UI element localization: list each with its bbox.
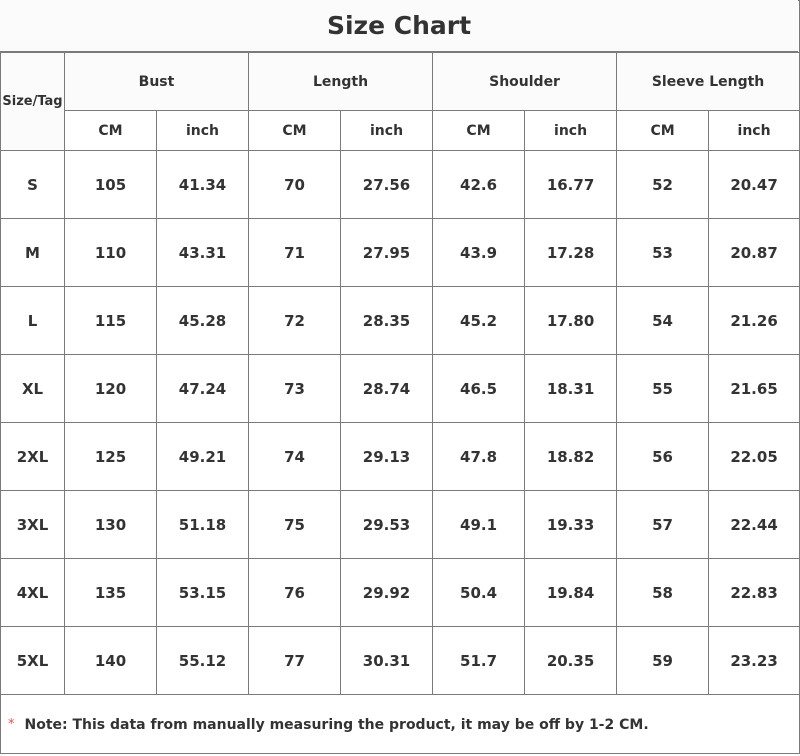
table-cell: 29.92 [341, 559, 433, 627]
table-cell: 135 [65, 559, 157, 627]
note-text: Note: This data from manually measuring the product, it may be off by 1-2 CM. [24, 716, 649, 733]
table-cell: 29.13 [341, 423, 433, 491]
table-cell: 23.23 [709, 627, 800, 695]
header-row-units [1, 111, 800, 151]
table-cell: 45.2 [433, 287, 525, 355]
table-cell: 28.35 [341, 287, 433, 355]
size-label: M [1, 219, 65, 287]
table-cell: 19.84 [525, 559, 617, 627]
table-cell: 50.4 [433, 559, 525, 627]
size-label: 4XL [1, 559, 65, 627]
table-cell: 53.15 [157, 559, 249, 627]
unit-header: CM [433, 111, 525, 151]
table-cell: 71 [249, 219, 341, 287]
page-title: Size Chart [0, 0, 798, 52]
shoulder-header: Shoulder [433, 53, 617, 111]
table-cell: 16.77 [525, 151, 617, 219]
table-cell: 20.35 [525, 627, 617, 695]
table-cell: 52 [617, 151, 709, 219]
table-cell: 20.47 [709, 151, 800, 219]
table-cell: 27.56 [341, 151, 433, 219]
size-label: L [1, 287, 65, 355]
table-row [1, 627, 800, 695]
table-row [1, 491, 800, 559]
table-cell: 18.82 [525, 423, 617, 491]
table-cell: 22.44 [709, 491, 800, 559]
table-row [1, 559, 800, 627]
table-cell: 28.74 [341, 355, 433, 423]
table-cell: 74 [249, 423, 341, 491]
table-cell: 17.28 [525, 219, 617, 287]
table-cell: 41.34 [157, 151, 249, 219]
table-cell: 51.18 [157, 491, 249, 559]
size-label: S [1, 151, 65, 219]
table-cell: 140 [65, 627, 157, 695]
table-cell: 53 [617, 219, 709, 287]
table-cell: 110 [65, 219, 157, 287]
table-cell: 120 [65, 355, 157, 423]
header-row-groups [1, 53, 800, 111]
table-cell: 29.53 [341, 491, 433, 559]
measurement-note [0, 697, 798, 752]
table-cell: 17.80 [525, 287, 617, 355]
table-cell: 70 [249, 151, 341, 219]
table-cell: 73 [249, 355, 341, 423]
table-cell: 47.8 [433, 423, 525, 491]
table-cell: 49.21 [157, 423, 249, 491]
table-cell: 72 [249, 287, 341, 355]
table-row [1, 287, 800, 355]
table-cell: 55.12 [157, 627, 249, 695]
unit-header: CM [617, 111, 709, 151]
table-cell: 47.24 [157, 355, 249, 423]
table-cell: 105 [65, 151, 157, 219]
table-cell: 59 [617, 627, 709, 695]
table-cell: 51.7 [433, 627, 525, 695]
size-label: 3XL [1, 491, 65, 559]
table-cell: 58 [617, 559, 709, 627]
table-cell: 19.33 [525, 491, 617, 559]
size-label: XL [1, 355, 65, 423]
table-cell: 125 [65, 423, 157, 491]
table-row [1, 355, 800, 423]
unit-header: CM [65, 111, 157, 151]
unit-header: CM [249, 111, 341, 151]
table-cell: 54 [617, 287, 709, 355]
table-cell: 45.28 [157, 287, 249, 355]
bust-header: Bust [65, 53, 249, 111]
table-cell: 21.26 [709, 287, 800, 355]
table-cell: 27.95 [341, 219, 433, 287]
table-row [1, 219, 800, 287]
unit-header: inch [709, 111, 800, 151]
length-header: Length [249, 53, 433, 111]
table-cell: 75 [249, 491, 341, 559]
table-cell: 43.9 [433, 219, 525, 287]
size-label: 2XL [1, 423, 65, 491]
table-cell: 43.31 [157, 219, 249, 287]
table-cell: 22.83 [709, 559, 800, 627]
size-label: 5XL [1, 627, 65, 695]
unit-header: inch [525, 111, 617, 151]
table-cell: 76 [249, 559, 341, 627]
table-cell: 30.31 [341, 627, 433, 695]
table-cell: 115 [65, 287, 157, 355]
table-cell: 22.05 [709, 423, 800, 491]
table-row [1, 423, 800, 491]
table-cell: 18.31 [525, 355, 617, 423]
table-cell: 57 [617, 491, 709, 559]
asterisk-icon: * [8, 717, 15, 732]
table-cell: 130 [65, 491, 157, 559]
table-cell: 55 [617, 355, 709, 423]
unit-header: inch [157, 111, 249, 151]
size-table [0, 52, 800, 695]
table-cell: 21.65 [709, 355, 800, 423]
sleeve-length-header: Sleeve Length [617, 53, 800, 111]
unit-header: inch [341, 111, 433, 151]
size-tag-header: Size/Tag [1, 53, 65, 151]
table-cell: 20.87 [709, 219, 800, 287]
table-cell: 56 [617, 423, 709, 491]
table-cell: 77 [249, 627, 341, 695]
table-cell: 46.5 [433, 355, 525, 423]
table-cell: 42.6 [433, 151, 525, 219]
table-row [1, 151, 800, 219]
table-cell: 49.1 [433, 491, 525, 559]
